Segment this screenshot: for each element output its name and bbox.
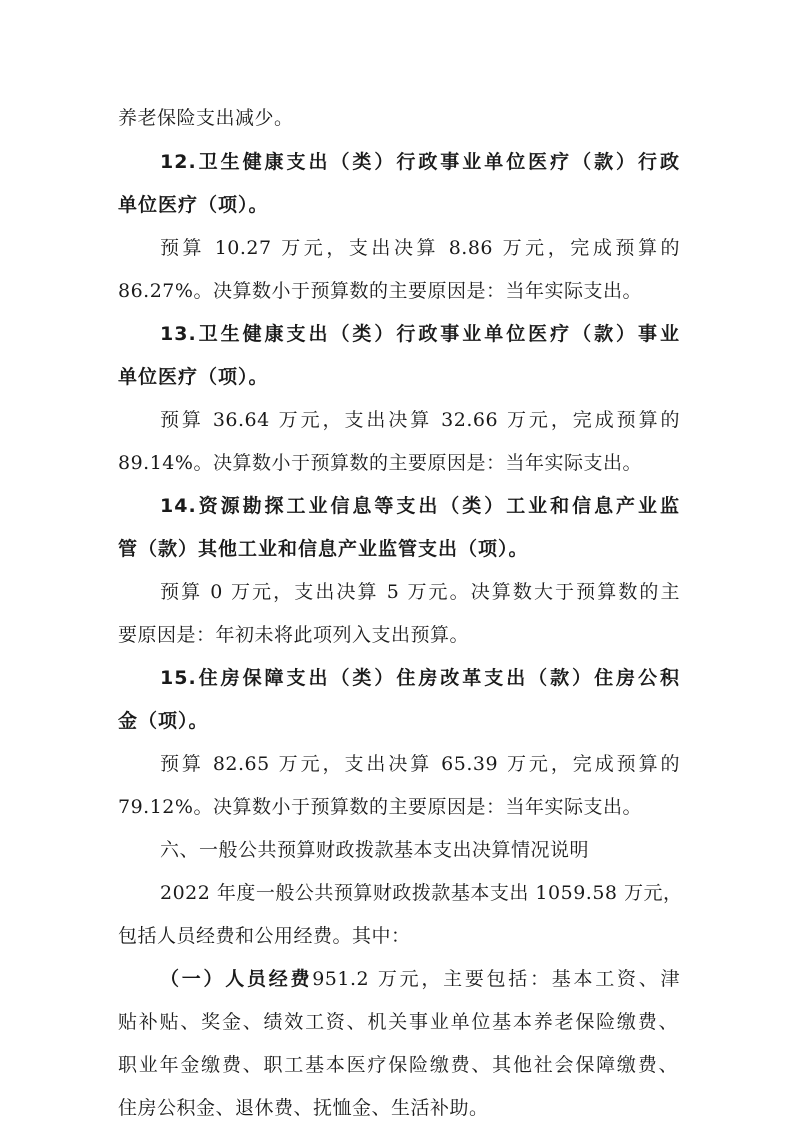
text-line: 2022 年度一般公共预算财政拨款基本支出 1059.58 万元， [160, 882, 683, 904]
item-13-heading-cont: 单位医疗（项）。 [118, 366, 269, 388]
item-14-heading: 14.资源勘探工业信息等支出（类）工业和信息产业监 [160, 495, 680, 517]
item-14-heading-cont: 管（款）其他工业和信息产业监管支出（项）。 [118, 538, 529, 560]
text-line: 预算 36.64 万元，支出决算 32.66 万元，完成预算的 [160, 409, 680, 431]
text-line: 住房公积金、退休费、抚恤金、生活补助。 [118, 1097, 489, 1119]
text-line: 86.27%。决算数小于预算数的主要原因是：当年实际支出。 [118, 280, 642, 302]
text-line: 职业年金缴费、职工基本医疗保险缴费、其他社会保障缴费、 [118, 1054, 678, 1076]
text-line: 预算 0 万元，支出决算 5 万元。决算数大于预算数的主 [160, 581, 680, 603]
personnel-expense-text: 951.2 万元，主要包括：基本工资、津 [312, 968, 680, 990]
item-12-heading-cont: 单位医疗（项）。 [118, 194, 269, 216]
personnel-expense-line [160, 964, 680, 994]
text-line: 养老保险支出减少。 [118, 107, 294, 129]
item-13-heading: 13.卫生健康支出（类）行政事业单位医疗（款）事业 [160, 323, 680, 345]
text-line: 预算 10.27 万元，支出决算 8.86 万元，完成预算的 [160, 237, 680, 259]
section-six-heading: 六、一般公共预算财政拨款基本支出决算情况说明 [160, 839, 590, 861]
item-15-heading-cont: 金（项）。 [118, 710, 209, 732]
text-line: 贴补贴、奖金、绩效工资、机关事业单位基本养老保险缴费、 [118, 1011, 678, 1033]
text-line: 79.12%。决算数小于预算数的主要原因是：当年实际支出。 [118, 796, 642, 818]
personnel-expense-label: （一）人员经费 [160, 968, 313, 990]
item-15-heading: 15.住房保障支出（类）住房改革支出（款）住房公积 [160, 667, 680, 689]
text-line: 预算 82.65 万元，支出决算 65.39 万元，完成预算的 [160, 753, 680, 775]
text-line: 包括人员经费和公用经费。其中： [118, 925, 411, 947]
text-line: 89.14%。决算数小于预算数的主要原因是：当年实际支出。 [118, 452, 642, 474]
text-line: 要原因是：年初未将此项列入支出预算。 [118, 624, 470, 646]
item-12-heading: 12.卫生健康支出（类）行政事业单位医疗（款）行政 [160, 151, 680, 173]
